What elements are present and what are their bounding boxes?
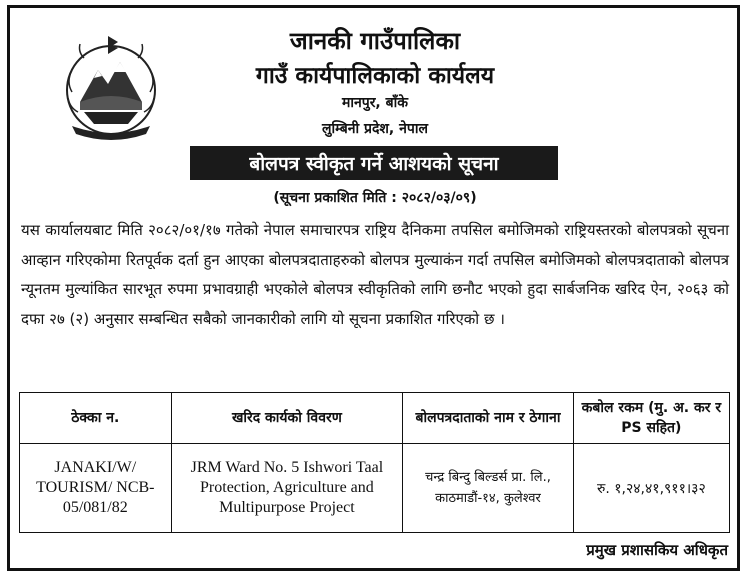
publish-date: (सूचना प्रकाशित मिति : २०८२/०३/०९): [273, 190, 477, 206]
notice-body: यस कार्यालयबाट मिति २०८२/०१/१७ गतेको नेपाल समाचारपत्र राष्ट्रिय दैनिकमा तपसिल बमोजिमको राष्ट्रियस्तरको बोलपत्रको सूचना आव्हान गरिएकोमा रितपूर्वक दर्ता हुन आएका बोलपत्रदाताहरुको बोलपत्र मुल्याकंन गर्दा तपसिल बमोजिमको बोलपत्रदाताको बोलपत्र न्यूनतम मुल्यांकित सारभूत रुपमा प्रभावग्राही भएकोले बोलपत्र स्वीकृतिको लागि छनौट भएको हुदा सार्बजनिक खरिद ऐन, २०६३ को दफा २७ (२) अनुसार सम्बन्धित सबैको जानकारीको लागि यो सूचना प्रकाशित गरिएको छ ।: [21, 221, 729, 328]
header-bidder: बोलपत्रदाताको नाम र ठेगाना: [403, 393, 574, 444]
tender-table: [19, 392, 730, 533]
table-header-row: [20, 393, 730, 444]
cell-contract-no: JANAKI/W/ TOURISM/ NCB-05/081/82: [20, 444, 172, 533]
address-line-2: लुम्बिनी प्रदेश, नेपाल: [322, 121, 428, 137]
cell-bidder: चन्द्र बिन्दु बिल्डर्स प्रा. लि., काठमाडौं-१४, कुलेश्वर: [403, 444, 574, 533]
header-contract-no: ठेक्का न.: [20, 393, 172, 444]
header-amount: कबोल रकम (मु. अ. कर र PS सहित): [573, 393, 729, 444]
cell-description: JRM Ward No. 5 Ishwori Taal Protection, Agriculture and Multipurpose Project: [171, 444, 403, 533]
office-subtitle: गाउँ कार्यपालिकाको कार्यलय: [255, 63, 495, 89]
nepal-emblem-icon: [58, 32, 164, 142]
address-line-1: मानपुर, बाँके: [341, 95, 408, 111]
notice-title: बोलपत्र स्वीकृत गर्ने आशयको सूचना: [190, 146, 558, 180]
header-description: खरिद कार्यको विवरण: [171, 393, 403, 444]
signatory: प्रमुख प्रशासकिय अधिकृत: [586, 541, 728, 559]
office-name: जानकी गाउँपालिका: [289, 27, 461, 55]
cell-amount: रु. १,२४,४१,९११।३२: [573, 444, 729, 533]
table-row: [20, 444, 730, 533]
